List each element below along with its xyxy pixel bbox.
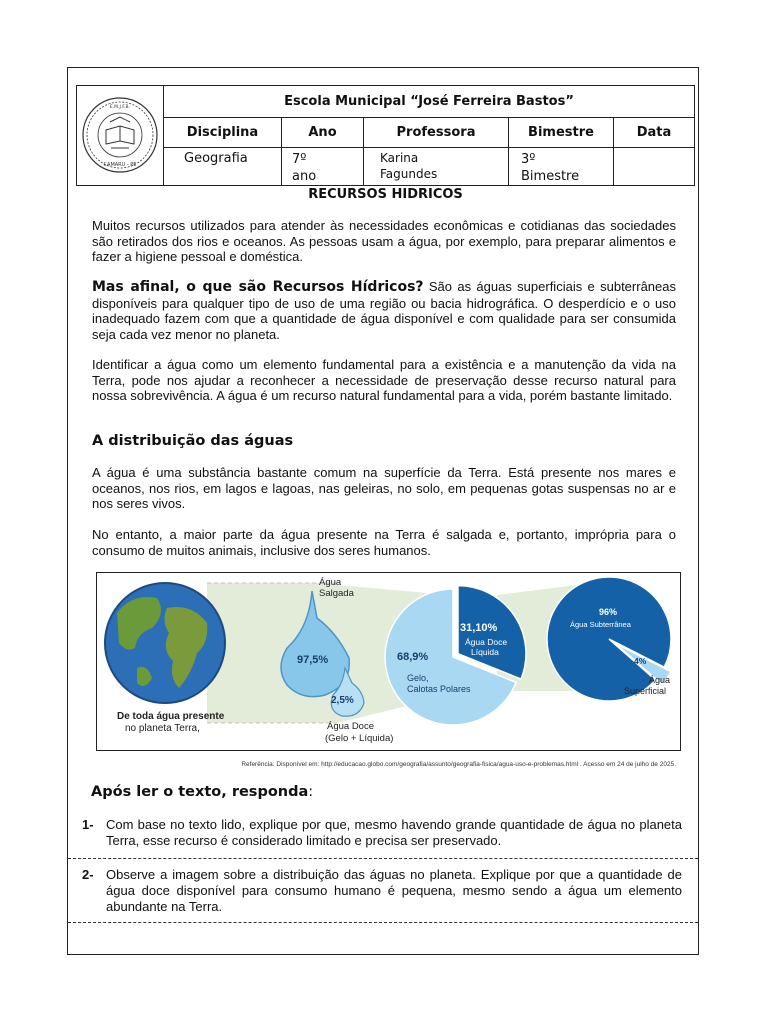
answer-line-2[interactable] <box>68 922 698 923</box>
answer-line-1[interactable] <box>68 858 698 859</box>
questions-intro-colon: : <box>308 784 314 800</box>
value-ano-line1: 7º <box>292 152 307 167</box>
fresh-water-label-line1: Água Doce <box>327 721 375 732</box>
value-professora <box>364 148 509 185</box>
earth-label-line1: De toda água presente <box>117 711 225 722</box>
liquid-fresh-value: 31,10% <box>460 622 498 634</box>
earth-label-line2: no planeta Terra, <box>125 723 200 734</box>
questions-intro <box>91 784 313 800</box>
value-ano-line2: ano <box>292 169 317 184</box>
col-bimestre: Bimestre <box>509 118 614 147</box>
header-columns-row <box>164 118 694 148</box>
figure-reference: Referência: Disponível em: http://educacao.globo.com/geografia/assunto/geografia-fisica/agua-uso-e-problemas.html . Acesso em 24 de julho de 2025. <box>241 761 676 768</box>
value-bimestre <box>509 148 614 185</box>
groundwater-label: Água Subterrânea <box>570 620 631 629</box>
fresh-water-label-line2: (Gelo + Líquida) <box>325 733 394 744</box>
salt-water-label-line2: Salgada <box>319 588 354 599</box>
liquid-fresh-label-line1: Água Doce <box>465 637 508 647</box>
surface-water-label-line1: Água <box>649 675 671 685</box>
value-data <box>614 148 694 185</box>
question-1-number: 1- <box>82 817 94 832</box>
question-2 <box>82 867 682 915</box>
ice-label-line2: Calotas Polares <box>407 684 471 694</box>
col-data: Data <box>636 125 672 140</box>
definition-question: Mas afinal, o que são Recursos Hídricos? <box>92 279 424 295</box>
value-professora-line2: Fagundes <box>380 167 438 181</box>
value-bimestre-line1: 3º <box>521 152 536 167</box>
fresh-water-value: 2,5% <box>331 695 354 706</box>
questions-intro-text: Após ler o texto, responda <box>91 784 309 800</box>
salt-water-label-line1: Água <box>319 577 342 588</box>
header-table <box>76 85 695 186</box>
col-disciplina: Disciplina <box>164 118 282 147</box>
groundwater-value: 96% <box>599 607 618 617</box>
section-heading-distribution: A distribuição das águas <box>92 433 294 449</box>
paragraph-importance: Identificar a água como um elemento fundamental para a existência e a manutenção da vida na Terra, pode nos ajudar a reconhecer a necessidade de preservação desse recurso natural para nossa sobrevivência. A água é um recurso natural fundamental para a vida, porém bastante limitado. <box>92 357 676 403</box>
water-distribution-infographic <box>97 573 681 751</box>
paragraph-distribution: A água é uma substância bastante comum na superfície da Terra. Está presente nos mares e oceanos, nos rios, em lagos e lagoas, nas geleiras, no solo, em pequenas gotas suspensas no ar e nos seres vivos. <box>92 465 676 511</box>
svg-text:CAMARU - PE: CAMARU - PE <box>103 162 137 168</box>
surface-water-value: 4% <box>634 656 647 666</box>
question-1-text: Com base no texto lido, explique por que, mesmo havendo grande quantidade de água no planeta Terra, esse recurso é considerado limitado e precisa ser preservado. <box>106 817 682 848</box>
ice-value: 68,9% <box>397 651 429 663</box>
header-values-row <box>164 148 694 185</box>
paragraph-definition <box>92 279 676 342</box>
liquid-fresh-label-line2: Líquida <box>471 647 499 657</box>
value-bimestre-line2: Bimestre <box>521 169 580 184</box>
paragraph-intro: Muitos recursos utilizados para atender às necessidades econômicas e cotidianas das sociedades são retirados dos rios e oceanos. As pessoas usam a água, por exemplo, para preparar alimentos e fazer a higiene pessoal e doméstica. <box>92 218 676 264</box>
page-title: RECURSOS HIDRICOS <box>308 187 463 202</box>
value-professora-line1: Karina <box>380 151 419 165</box>
col-professora: Professora <box>364 118 509 147</box>
definition-answer: São as águas superficiais e subterrâneas disponíveis para qualquer tipo de uso de uma região ou bacia hidrográfica. O desperdício e o uso inadequado fazem com que a quantidade de água disponível e com qualidade para ser consumida seja cada vez menor no planeta. <box>92 279 676 342</box>
question-2-number: 2- <box>82 867 94 882</box>
paragraph-salt-water: No entanto, a maior parte da água presente na Terra é salgada e, portanto, imprópria para o consumo de muitos animais, inclusive dos seres humanos. <box>92 527 676 558</box>
value-disciplina: Geografia <box>164 148 282 185</box>
question-1 <box>82 817 682 849</box>
col-ano: Ano <box>282 118 364 147</box>
svg-text:E.M.J.F.B.: E.M.J.F.B. <box>109 105 131 110</box>
question-2-text: Observe a imagem sobre a distribuição das águas no planeta. Explique por que a quantidade de água doce disponível para consumo humano é pequena, mesmo sendo a água um elemento abundante na Terra. <box>106 867 682 914</box>
surface-water-label-line2: Superficial <box>624 686 667 696</box>
school-logo <box>77 86 164 185</box>
salt-water-value: 97,5% <box>297 654 329 666</box>
value-ano <box>282 148 364 185</box>
ice-label-line1: Gelo, <box>407 673 429 683</box>
water-distribution-figure <box>96 572 681 751</box>
school-name: Escola Municipal “José Ferreira Bastos” <box>164 86 694 118</box>
earth-globe-icon <box>105 583 225 703</box>
school-seal-icon <box>77 86 163 185</box>
